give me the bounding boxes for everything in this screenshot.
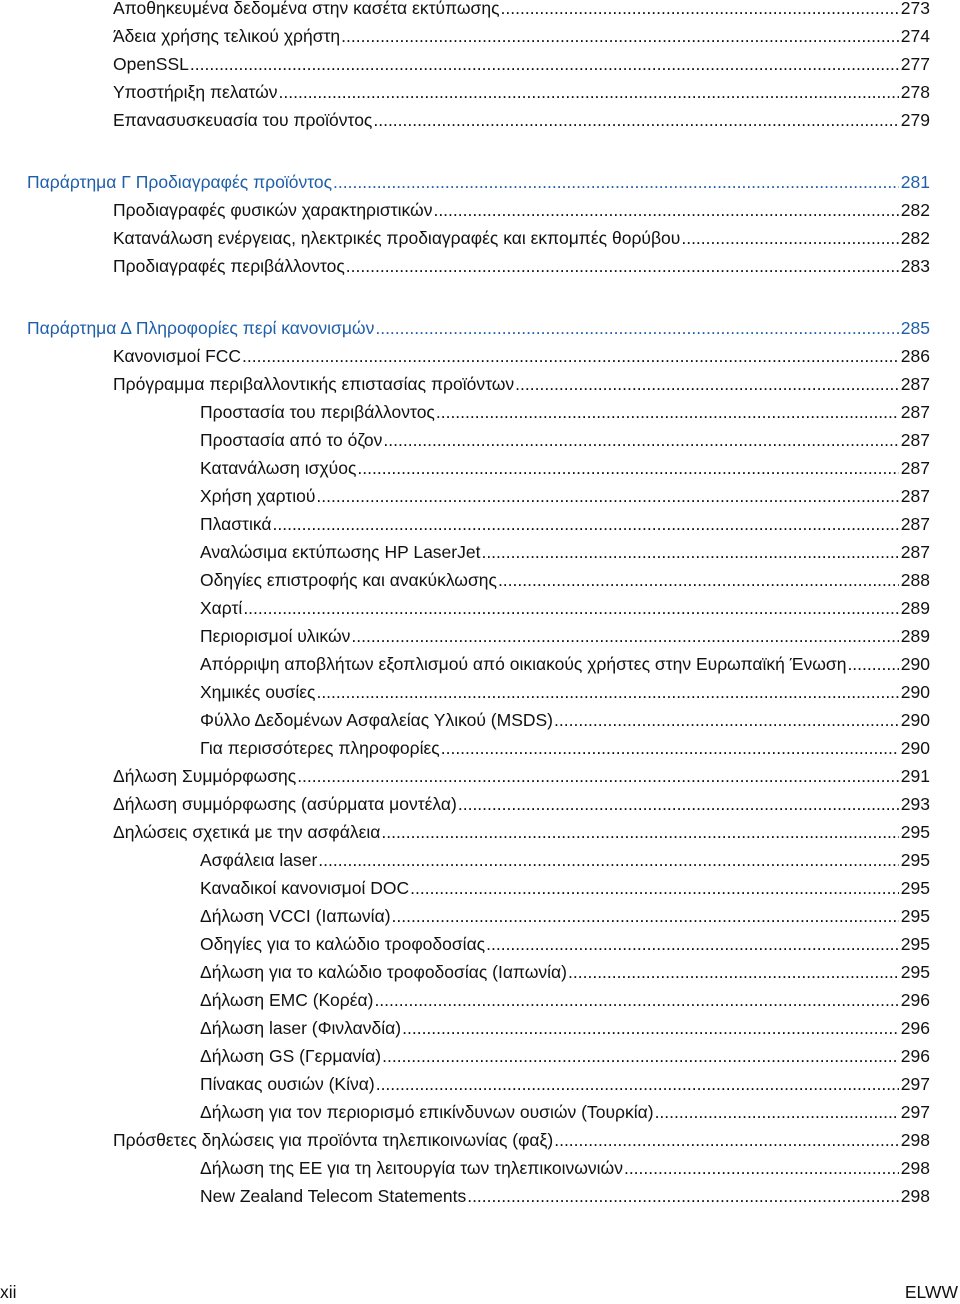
toc-appendix-heading[interactable]	[27, 316, 930, 340]
toc-entry-title: Για περισσότερες πληροφορίες	[200, 738, 440, 758]
toc-dot-leader	[383, 428, 898, 452]
toc-dot-leader	[357, 456, 898, 480]
toc-entry-title: Επανασυσκευασία του προϊόντος	[113, 110, 373, 130]
toc-entry-title: Δήλωση VCCI (Ιαπωνία)	[200, 906, 391, 926]
toc-entry-page: 296	[900, 1046, 930, 1066]
toc-entry-title: Δήλωση για τον περιορισμό επικίνδυνων ουσιών (Τουρκία)	[200, 1102, 654, 1122]
toc-entry[interactable]	[200, 904, 930, 928]
toc-dot-leader	[333, 170, 899, 194]
toc-entry-title: Δήλωση GS (Γερμανία)	[200, 1046, 382, 1066]
toc-entry-page: 290	[900, 682, 930, 702]
toc-entry-page: 296	[900, 990, 930, 1010]
toc-entry[interactable]	[113, 1128, 930, 1152]
toc-entry-title: New Zealand Telecom Statements	[200, 1186, 467, 1206]
toc-dot-leader	[351, 624, 898, 648]
toc-entry-title: Δήλωση Συμμόρφωσης	[113, 766, 297, 786]
toc-dot-leader	[436, 400, 899, 424]
toc-entry-title: Απόρριψη αποβλήτων εξοπλισμού από οικιακούς χρήστες στην Ευρωπαϊκή Ένωση	[200, 654, 847, 674]
toc-dot-leader	[486, 932, 899, 956]
toc-entry-title: Καναδικοί κανονισμοί DOC	[200, 878, 410, 898]
toc-entry-page: 277	[900, 54, 930, 74]
toc-entry-page: 274	[900, 26, 930, 46]
toc-entry-page: 295	[900, 878, 930, 898]
toc-entry[interactable]	[200, 400, 930, 424]
toc-entry-title: Δήλωση της ΕΕ για τη λειτουργία των τηλεπικοινωνιών	[200, 1158, 623, 1178]
toc-entry-page: 298	[900, 1130, 930, 1150]
toc-dot-leader	[316, 680, 898, 704]
toc-entry-page: 291	[900, 766, 930, 786]
toc-dot-leader	[341, 24, 899, 48]
toc-entry[interactable]	[200, 428, 930, 452]
toc-dot-leader	[392, 904, 899, 928]
toc-dot-leader	[243, 596, 898, 620]
toc-entry-title: Δήλωση laser (Φινλανδία)	[200, 1018, 402, 1038]
toc-entry-page: 287	[900, 486, 930, 506]
toc-dot-leader	[373, 108, 898, 132]
toc-entry[interactable]	[200, 624, 930, 648]
toc-entry-title: Οδηγίες επιστροφής και ανακύκλωσης	[200, 570, 497, 590]
toc-dot-leader	[458, 792, 899, 816]
toc-entry-title: Πρόσθετες δηλώσεις για προϊόντα τηλεπικοινωνίας (φαξ)	[113, 1130, 554, 1150]
toc-entry[interactable]	[200, 1016, 930, 1040]
toc-dot-leader	[467, 1184, 899, 1208]
toc-dot-leader	[568, 960, 899, 984]
toc-entry-page: 285	[900, 318, 930, 338]
toc-dot-leader	[554, 1128, 899, 1152]
toc-dot-leader	[681, 226, 898, 250]
toc-dot-leader	[481, 540, 898, 564]
toc-entry[interactable]	[113, 254, 930, 278]
toc-entry[interactable]	[200, 680, 930, 704]
toc-entry[interactable]	[200, 1044, 930, 1068]
toc-entry[interactable]	[200, 1184, 930, 1208]
toc-entry[interactable]	[113, 226, 930, 250]
toc-entry[interactable]	[113, 344, 930, 368]
toc-dot-leader	[374, 988, 898, 1012]
toc-entry[interactable]	[200, 1072, 930, 1096]
toc-entry-page: 279	[900, 110, 930, 130]
toc-dot-leader	[501, 0, 899, 20]
toc-entry-page: 287	[900, 402, 930, 422]
toc-entry-title: Δήλωση για το καλώδιο τροφοδοσίας (Ιαπωνία)	[200, 962, 568, 982]
toc-entry[interactable]	[113, 764, 930, 788]
toc-entry-title: Χαρτί	[200, 598, 243, 618]
toc-entry-title: Κατανάλωση ενέργειας, ηλεκτρικές προδιαγραφές και εκπομπές θορύβου	[113, 228, 681, 248]
footer-label: ELWW	[904, 1282, 958, 1302]
toc-entry-title: Παράρτημα Δ Πληροφορίες περί κανονισμών	[27, 318, 375, 338]
toc-entry-title: Δήλωση EMC (Κορέα)	[200, 990, 374, 1010]
toc-dot-leader	[376, 1072, 899, 1096]
toc-entry-page: 296	[900, 1018, 930, 1038]
toc-entry[interactable]	[113, 198, 930, 222]
toc-entry[interactable]	[200, 1100, 930, 1124]
toc-entry[interactable]	[113, 24, 930, 48]
toc-entry[interactable]	[113, 372, 930, 396]
toc-dot-leader	[655, 1100, 899, 1124]
toc-entry-title: Πίνακας ουσιών (Κίνα)	[200, 1074, 375, 1094]
toc-entry-title: Αναλώσιμα εκτύπωσης HP LaserJet	[200, 542, 481, 562]
toc-entry-title: Δήλωση συμμόρφωσης (ασύρματα μοντέλα)	[113, 794, 457, 814]
toc-entry-page: 287	[900, 374, 930, 394]
toc-entry[interactable]	[200, 1156, 930, 1180]
toc-entry[interactable]	[200, 456, 930, 480]
toc-entry-title: Παράρτημα Γ Προδιαγραφές προϊόντος	[27, 172, 333, 192]
toc-appendix-heading[interactable]	[27, 170, 930, 194]
toc-entry[interactable]	[113, 820, 930, 844]
toc-entry-title: Προδιαγραφές περιβάλλοντος	[113, 256, 345, 276]
toc-entry-page: 295	[900, 906, 930, 926]
toc-dot-leader	[318, 848, 899, 872]
toc-entry[interactable]	[200, 568, 930, 592]
toc-entry-title: Δηλώσεις σχετικά με την ασφάλεια	[113, 822, 381, 842]
toc-entry-page: 298	[900, 1186, 930, 1206]
toc-dot-leader	[624, 1156, 899, 1180]
footer-page-number: xii	[0, 1282, 17, 1302]
toc-dot-leader	[847, 652, 898, 676]
toc-entry-page: 297	[900, 1074, 930, 1094]
toc-dot-leader	[515, 372, 899, 396]
toc-entry[interactable]	[200, 848, 930, 872]
toc-entry-page: 289	[900, 626, 930, 646]
toc-entry-title: Χημικές ουσίες	[200, 682, 316, 702]
toc-entry-page: 290	[900, 710, 930, 730]
toc-entry-title: Οδηγίες για το καλώδιο τροφοδοσίας	[200, 934, 486, 954]
toc-dot-leader	[402, 1016, 899, 1040]
toc-entry-page: 295	[900, 822, 930, 842]
toc-dot-leader	[375, 316, 898, 340]
toc-entry[interactable]	[113, 52, 930, 76]
toc-entry-page: 295	[900, 934, 930, 954]
toc-entry[interactable]	[200, 596, 930, 620]
toc-entry-page: 282	[900, 200, 930, 220]
toc-entry-title: OpenSSL	[113, 54, 189, 74]
toc-entry-title: Υποστήριξη πελατών	[113, 82, 278, 102]
toc-entry-page: 278	[900, 82, 930, 102]
toc-entry-title: Κανονισμοί FCC	[113, 346, 242, 366]
toc-entry[interactable]	[200, 540, 930, 564]
toc-entry-title: Άδεια χρήσης τελικού χρήστη	[113, 26, 341, 46]
toc-entry-title: Κατανάλωση ισχύος	[200, 458, 357, 478]
toc-entry[interactable]	[200, 932, 930, 956]
toc-entry-page: 273	[900, 0, 930, 18]
toc-entry[interactable]	[200, 736, 930, 760]
toc-dot-leader	[297, 764, 899, 788]
toc-entry[interactable]	[113, 792, 930, 816]
toc-entry-page: 289	[900, 598, 930, 618]
toc-dot-leader	[381, 820, 898, 844]
toc-entry-title: Αποθηκευμένα δεδομένα στην κασέτα εκτύπωσης	[113, 0, 500, 18]
toc-entry[interactable]	[200, 652, 930, 676]
toc-entry[interactable]	[113, 80, 930, 104]
toc-dot-leader	[554, 708, 899, 732]
toc-entry[interactable]	[200, 484, 930, 508]
toc-entry-title: Προστασία του περιβάλλοντος	[200, 402, 435, 422]
toc-entry-title: Χρήση χαρτιού	[200, 486, 316, 506]
toc-entry-page: 287	[900, 542, 930, 562]
toc-entry-page: 288	[900, 570, 930, 590]
toc-entry-page: 287	[900, 430, 930, 450]
toc-entry-title: Ασφάλεια laser	[200, 850, 318, 870]
toc-entry-title: Περιορισμοί υλικών	[200, 626, 351, 646]
toc-dot-leader	[279, 80, 899, 104]
toc-entry-page: 293	[900, 794, 930, 814]
toc-entry-page: 287	[900, 514, 930, 534]
toc-entry[interactable]	[200, 988, 930, 1012]
toc-entry-page: 290	[900, 654, 930, 674]
toc-entry-page: 297	[900, 1102, 930, 1122]
toc-dot-leader	[242, 344, 899, 368]
toc-entry-page: 295	[900, 962, 930, 982]
toc-dot-leader	[382, 1044, 899, 1068]
toc-entry-title: Προδιαγραφές φυσικών χαρακτηριστικών	[113, 200, 433, 220]
toc-entry-title: Προστασία από το όζον	[200, 430, 383, 450]
toc-dot-leader	[346, 254, 899, 278]
toc-entry-page: 295	[900, 850, 930, 870]
toc-entry-page: 283	[900, 256, 930, 276]
toc-dot-leader	[316, 484, 898, 508]
toc-dot-leader	[190, 52, 899, 76]
toc-entry[interactable]	[200, 512, 930, 536]
toc-entry[interactable]	[200, 708, 930, 732]
toc-entry-page: 286	[900, 346, 930, 366]
toc-entry-page: 290	[900, 738, 930, 758]
toc-entry-page: 298	[900, 1158, 930, 1178]
toc-entry[interactable]	[113, 108, 930, 132]
toc-entry[interactable]	[113, 0, 930, 20]
toc-dot-leader	[410, 876, 899, 900]
toc-entry-page: 282	[900, 228, 930, 248]
toc-dot-leader	[441, 736, 899, 760]
toc-entry-page: 281	[900, 172, 930, 192]
toc-dot-leader	[273, 512, 899, 536]
toc-entry-title: Φύλλο Δεδομένων Ασφαλείας Υλικού (MSDS)	[200, 710, 554, 730]
toc-entry-title: Πλαστικά	[200, 514, 272, 534]
toc-dot-leader	[433, 198, 898, 222]
toc-entry[interactable]	[200, 876, 930, 900]
toc-dot-leader	[498, 568, 899, 592]
toc-entry-page: 287	[900, 458, 930, 478]
toc-entry-title: Πρόγραμμα περιβαλλοντικής επιστασίας προϊόντων	[113, 374, 515, 394]
toc-entry[interactable]	[200, 960, 930, 984]
